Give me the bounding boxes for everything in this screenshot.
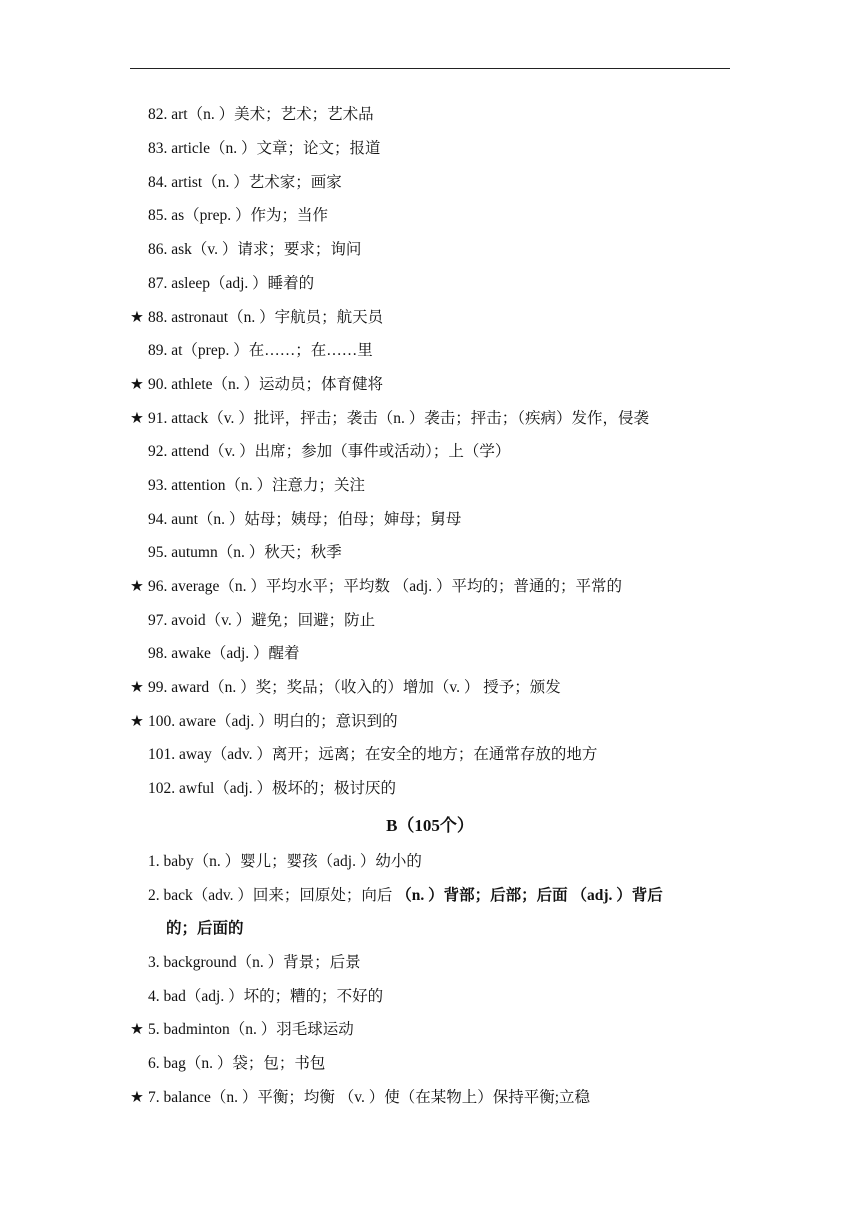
list-item [130,986,730,1008]
entry-text: 7. balance（n. ）平衡；均衡 （v. ）使（在某物上）保持平衡;立稳 [148,1089,591,1106]
list-item [130,104,730,126]
entry-text: 6. bag（n. ）袋；包；书包 [148,1055,326,1072]
list-item [130,408,730,430]
entry-text: 2. back（adv. ）回来；回原处；向后 [148,887,397,904]
entry-text: 88. astronaut（n. ）宇航员；航天员 [148,309,384,326]
list-item [130,138,730,160]
star-icon: ★ [130,578,144,595]
entry-text: 95. autumn（n. ）秋天；秋季 [148,544,342,561]
list-item [130,576,730,598]
entry-text: 86. ask（v. ）请求；要求；询问 [148,241,362,258]
list-item [130,711,730,733]
entry-text: 97. avoid（v. ）避免；回避；防止 [148,612,376,629]
star-icon: ★ [130,1089,144,1106]
list-item [130,744,730,766]
entry-text: 1. baby（n. ）婴儿；婴孩（adj. ）幼小的 [148,853,422,870]
list-item [130,172,730,194]
star-icon: ★ [130,1021,144,1038]
entry-text: 90. athlete（n. ）运动员；体育健将 [148,376,384,393]
entry-text: 91. attack（v. ）批评，抨击；袭击（n. ）袭击；抨击；（疾病）发作，侵袭 [148,410,649,427]
entry-text: 87. asleep（adj. ）睡着的 [148,275,315,292]
list-item [130,610,730,632]
star-icon: ★ [130,410,144,427]
list-item [130,952,730,974]
entry-text: 101. away（adv. ）离开；远离；在安全的地方；在通常存放的地方 [148,746,598,763]
entry-text: 83. article（n. ）文章；论文；报道 [148,140,381,157]
list-item [130,340,730,362]
list-item [130,778,730,800]
entry-text: 84. artist（n. ）艺术家；画家 [148,174,342,191]
entry-text: 3. background（n. ）背景；后景 [148,954,361,971]
entry-text: 82. art（n. ）美术；艺术；艺术品 [148,106,374,123]
list-item [130,374,730,396]
list-item [130,885,730,907]
list-item [130,475,730,497]
list-item [130,509,730,531]
list-item [130,1087,730,1109]
list-item [130,205,730,227]
star-icon: ★ [130,713,144,730]
list-item [130,1053,730,1075]
entry-text: 99. award（n. ）奖；奖品；（收入的）增加（v. ） 授予；颁发 [148,679,561,696]
list-item [130,851,730,873]
list-item [130,1019,730,1041]
entry-text: 5. badminton（n. ）羽毛球运动 [148,1021,354,1038]
list-item [130,677,730,699]
list-item [130,307,730,329]
star-icon: ★ [130,376,144,393]
star-icon: ★ [130,679,144,696]
star-icon: ★ [130,309,144,326]
entry-text: 98. awake（adj. ）醒着 [148,645,300,662]
list-item [130,441,730,463]
entry-text: 102. awful（adj. ）极坏的；极讨厌的 [148,780,396,797]
entry-text: 93. attention（n. ）注意力；关注 [148,477,365,494]
entry-text: 94. aunt（n. ）姑母；姨母；伯母；婶母；舅母 [148,511,462,528]
entry-text: 89. at（prep. ）在……；在……里 [148,342,373,359]
section-heading: B（105个） [386,816,474,835]
entry-text: 96. average（n. ）平均水平；平均数 （adj. ）平均的；普通的；平常的 [148,578,622,595]
entry-text: 92. attend（v. ）出席；参加（事件或活动）；上（学） [148,443,511,460]
entry-continuation: 的；后面的 [166,920,244,937]
entry-text-bold: （n. ）背部；后部；后面 （adj. ）背后 [396,887,663,904]
list-item [130,542,730,564]
header-rule [130,68,730,69]
entry-text: 4. bad（adj. ）坏的；糟的；不好的 [148,988,384,1005]
list-item [130,273,730,295]
entry-text: 100. aware（adj. ）明白的；意识到的 [148,713,398,730]
entry-text: 85. as（prep. ）作为；当作 [148,207,328,224]
list-item [130,239,730,261]
list-item [130,643,730,665]
